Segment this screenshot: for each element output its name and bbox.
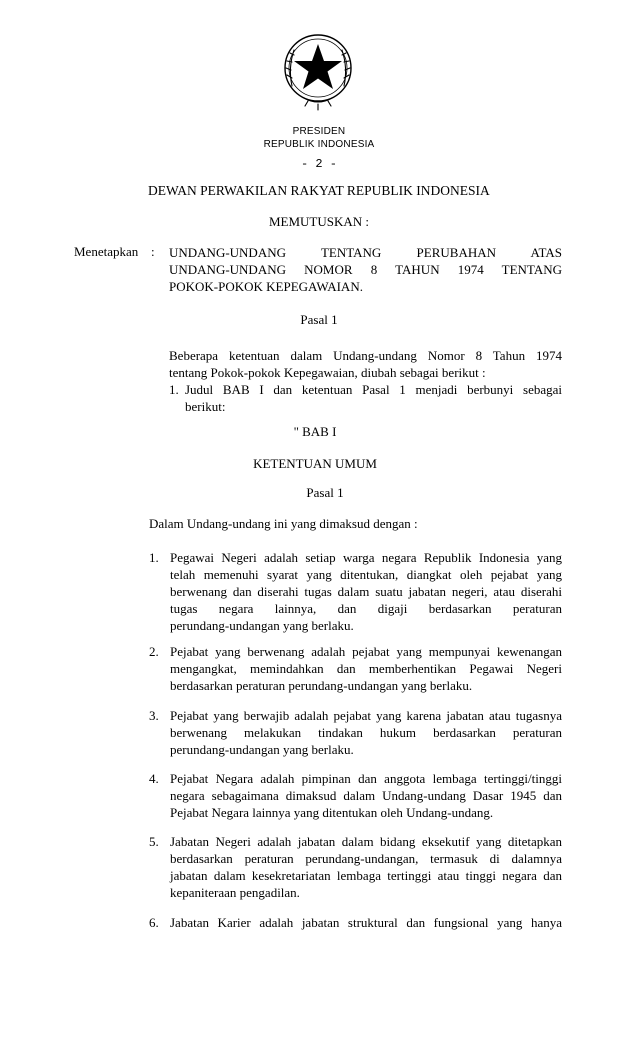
definition-line: negara sebagaimana dimaksud dalam Undang-undang Dasar 1945 dan [170, 788, 562, 803]
intro-item-line: Judul BAB I dan ketentuan Pasal 1 menjadi berbunyi sebagai [185, 382, 562, 397]
definition-line: Jabatan Negeri adalah jabatan dalam bidang eksekutif yang ditetapkan [170, 834, 562, 849]
menetapkan-line: UNDANG-UNDANG NOMOR 8 TAHUN 1974 TENTANG [169, 262, 562, 277]
definition-line: berwenang melakukan tindakan hukum berdasarkan peraturan [170, 725, 562, 740]
list-number: 6. [149, 915, 159, 930]
definition-line: berdasarkan peraturan perundang-undangan yang berlaku. [170, 678, 473, 693]
bab-title: KETENTUAN UMUM [253, 456, 377, 471]
decision-heading: MEMUTUSKAN : [268, 214, 370, 229]
menetapkan-line: UNDANG-UNDANG TENTANG PERUBAHAN ATAS [169, 245, 562, 260]
list-number: 1. [169, 382, 179, 397]
list-number: 4. [149, 771, 159, 786]
menetapkan-text [169, 244, 562, 295]
definition-line: Pegawai Negeri adalah setiap warga negara Republik Indonesia yang [170, 550, 562, 565]
header-presiden: PRESIDEN [292, 126, 346, 137]
pasal-inner-heading: Pasal 1 [306, 485, 344, 500]
header-republik: REPUBLIK INDONESIA [263, 139, 375, 150]
definition-line: perundang-undangan yang berlaku. [170, 742, 354, 757]
definition-line: berdasarkan peraturan perundang-undangan, termasuk di dalamnya [170, 851, 562, 866]
definition-line: mengangkat, memindahkan dan memberhentikan Pegawai Negeri [170, 661, 562, 676]
list-number: 2. [149, 644, 159, 659]
definition-line: Pejabat yang berwenang adalah pejabat yang mempunyai kewenangan [170, 644, 562, 659]
council-title: DEWAN PERWAKILAN RAKYAT REPUBLIK INDONESIA [148, 183, 490, 198]
definitions-intro: Dalam Undang-undang ini yang dimaksud dengan : [149, 516, 418, 531]
intro-paragraph [169, 347, 562, 381]
intro-item-line: berikut: [185, 399, 226, 414]
pasal-heading: Pasal 1 [300, 312, 338, 327]
page-number: - 2 - [300, 157, 337, 171]
definition-line: Pejabat Negara lainnya yang ditentukan oleh Undang-undang. [170, 805, 494, 820]
list-number: 3. [149, 708, 159, 723]
menetapkan-label: Menetapkan [74, 244, 139, 259]
definition-line: Jabatan Karier adalah jabatan struktural dan fungsional yang hanya [170, 915, 562, 930]
definition-line: perundang-undangan yang berlaku. [170, 618, 354, 633]
definition-line: jabatan dalam kesekretariatan lembaga tertinggi atau tinggi negara dan [170, 868, 562, 883]
definition-line: tugas negara lainnya, dan digaji berdasarkan peraturan [170, 601, 562, 616]
intro-line: Beberapa ketentuan dalam Undang-undang Nomor 8 Tahun 1974 [169, 348, 562, 363]
menetapkan-colon: : [151, 244, 155, 259]
definition-line: telah memenuhi syarat yang ditentukan, diangkat oleh pejabat yang [170, 567, 562, 582]
definition-line: Pejabat Negara adalah pimpinan dan anggota lembaga tertinggi/tinggi [170, 771, 562, 786]
definition-line: Pejabat yang berwajib adalah pejabat yang karena jabatan atau tugasnya [170, 708, 562, 723]
list-number: 5. [149, 834, 159, 849]
garuda-star-emblem [278, 28, 358, 116]
bab-heading: " BAB I [293, 424, 337, 439]
intro-line: tentang Pokok-pokok Kepegawaian, diubah sebagai berikut : [169, 365, 486, 380]
menetapkan-line: POKOK-POKOK KEPEGAWAIAN. [169, 279, 363, 294]
definition-line: berwenang dan diserahi tugas dalam suatu jabatan negeri, atau diserahi [170, 584, 562, 599]
list-number: 1. [149, 550, 159, 565]
definition-line: kepaniteraan pengadilan. [170, 885, 300, 900]
